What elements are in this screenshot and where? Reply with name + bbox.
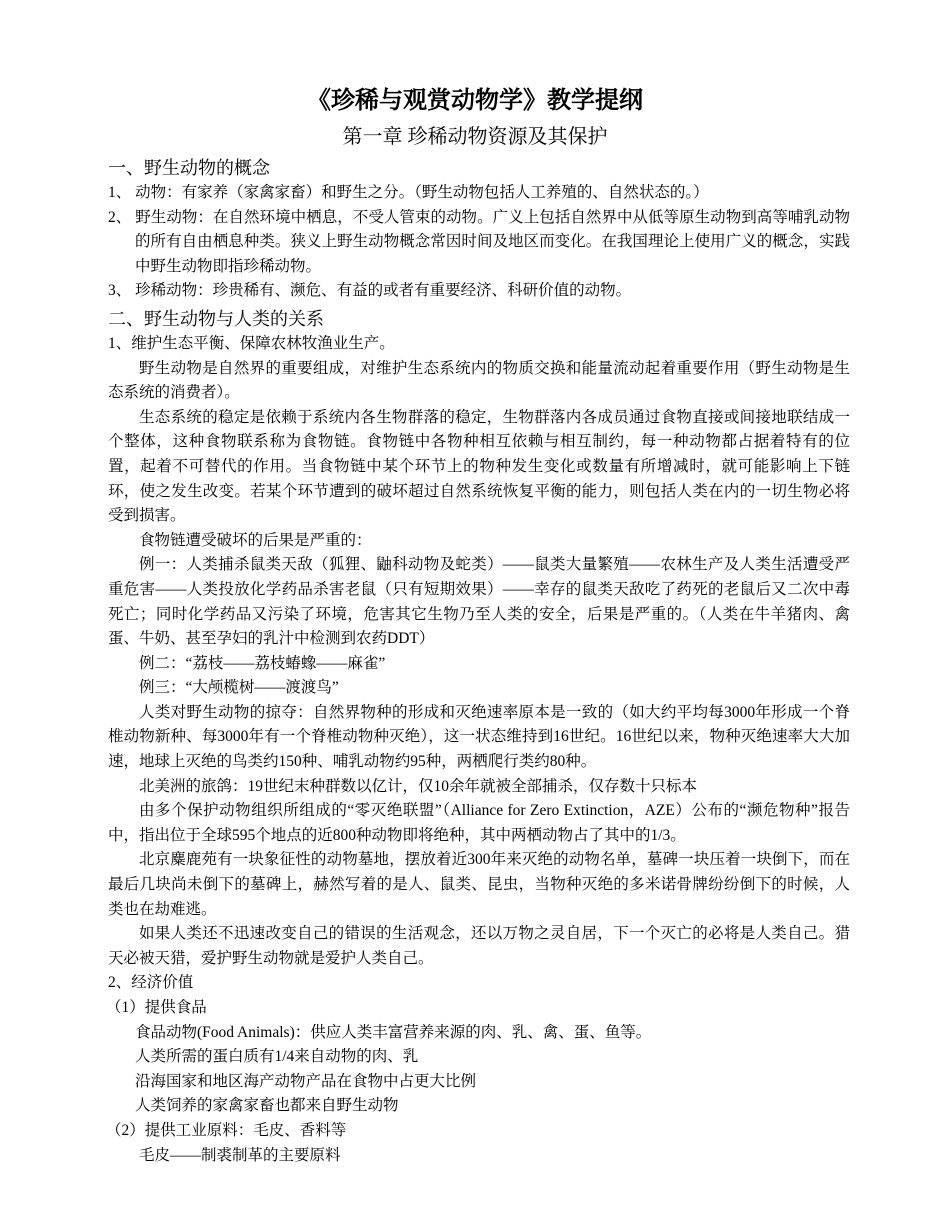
example-paragraph: 例一：人类捕杀鼠类天敌（狐狸、鼬科动物及蛇类）——鼠类大量繁殖——农林生产及人类生活遭受严重危害——人类投放化学药品杀害老鼠（只有短期效果）——幸存的鼠类天敌吃了药死的老鼠后又二次中毒死亡；同时化学药品又污染了环境，危害其它生物乃至人类的安全，后果是严重的。（人类在牛羊猪肉、禽蛋、牛奶、甚至孕妇的乳汁中检测到农药DDT） (108, 556, 850, 648)
paragraph: 生态系统的稳定是依赖于系统内各生物群落的稳定，生物群落内各成员通过食物直接或间接地联结成一个整体，这种食物联系称为食物链。食物链中各物种相互依赖与相互制约，每一种动物都占据着特有的位置，起着不可替代的作用。当食物链中某个环节上的物种发生变化或数量有所增减时，就可能影响上下链环，使之发生改变。若某个环节遭到的破坏超过自然系统恢复平衡的能力，则包括人类在内的一切生物必将受到损害。 (108, 408, 850, 525)
paragraph: 食物链遭受破坏的后果是严重的： (139, 531, 372, 549)
paragraph: 如果人类还不迅速改变自己的错误的生活观念，还以万物之灵自居，下一个灭亡的必将是人类自己。猎天必被天猎，爱护野生动物就是爱护人类自己。 (108, 925, 850, 967)
subsection-heading-2: 2、经济价值 (108, 974, 194, 992)
paragraph: 由多个保护动物组织所组成的“零灭绝联盟”（Alliance for Zero Extinction，AZE）公布的“濒危物种”报告中，指出位于全球595个地点的近800种动物即将绝种，其中两栖动物占了其中的1/3。 (108, 802, 850, 844)
document-title: 《珍稀与观赏动物学》教学提纲 (307, 88, 643, 114)
definition-item-1: 1、 动物：有家养（家禽家畜）和野生之分。（野生动物包括人工养殖的、自然状态的。） (108, 184, 709, 201)
document-body (108, 155, 850, 1168)
definition-item-2: 2、 野生动物：在自然环境中栖息，不受人管束的动物。广义上包括自然界中从低等原生动物到高等哺乳动物的所有自由栖息种类。狭义上野生动物概念常因时间及地区而变化。在我国理论上使用广义的概念，实践中野生动物即指珍稀动物。 (108, 208, 850, 275)
example-paragraph: 例三：“大颅榄树——渡渡鸟” (139, 679, 339, 697)
list-item: 人类所需的蛋白质有1/4来自动物的肉、乳 (135, 1048, 419, 1066)
list-item: 毛皮——制裘制革的主要原料 (139, 1146, 341, 1164)
chapter-title: 第一章 珍稀动物资源及其保护 (342, 126, 608, 148)
paragraph: 北京麋鹿苑有一块象征性的动物墓地，摆放着近300年来灭绝的动物名单，墓碑一块压着一块倒下，而在最后几块尚未倒下的墓碑上，赫然写着的是人、鼠类、昆虫，当物种灭绝的多米诺骨牌纷纷倒下的时候，人类也在劫难逃。 (108, 851, 850, 918)
section-heading-1: 一、野生动物的概念 (108, 158, 270, 178)
paragraph: 北美洲的旅鸽：19世纪末种群数以亿计，仅10余年就被全部捕杀，仅存数十只标本 (139, 777, 698, 795)
definition-item-3: 3、 珍稀动物：珍贵稀有、濒危、有益的或者有重要经济、科研价值的动物。 (108, 282, 632, 300)
industry-heading: （2）提供工业原料：毛皮、香料等 (106, 1121, 347, 1139)
list-item: 沿海国家和地区海产动物产品在食物中占更大比例 (135, 1072, 477, 1090)
list-item: 人类饲养的家禽家畜也都来自野生动物 (135, 1097, 399, 1115)
subsection-heading-1: 1、维护生态平衡、保障农林牧渔业生产。 (108, 334, 395, 352)
food-heading: （1）提供食品 (106, 999, 207, 1016)
paragraph: 野生动物是自然界的重要组成，对维护生态系统内的物质交换和能量流动起着重要作用（野生动物是生态系统的消费者）。 (108, 359, 850, 402)
section-heading-2: 二、野生动物与人类的关系 (108, 308, 324, 329)
paragraph: 人类对野生动物的掠夺：自然界物种的形成和灭绝速率原本是一致的（如大约平均每3000年形成一个脊椎动物新种、每3000年有一个脊椎动物种灭绝），这一状态维持到16世纪。16世纪以来，物种灭绝速率大大加速，地球上灭绝的鸟类约150种、哺乳动物约95种，两栖爬行类约80种。 (108, 703, 850, 771)
list-item: 食品动物(Food Animals)：供应人类丰富营养来源的肉、乳、禽、蛋、鱼等。 (135, 1023, 652, 1041)
example-paragraph: 例二：“荔枝——荔枝蝽蟓——麻雀” (139, 654, 386, 672)
